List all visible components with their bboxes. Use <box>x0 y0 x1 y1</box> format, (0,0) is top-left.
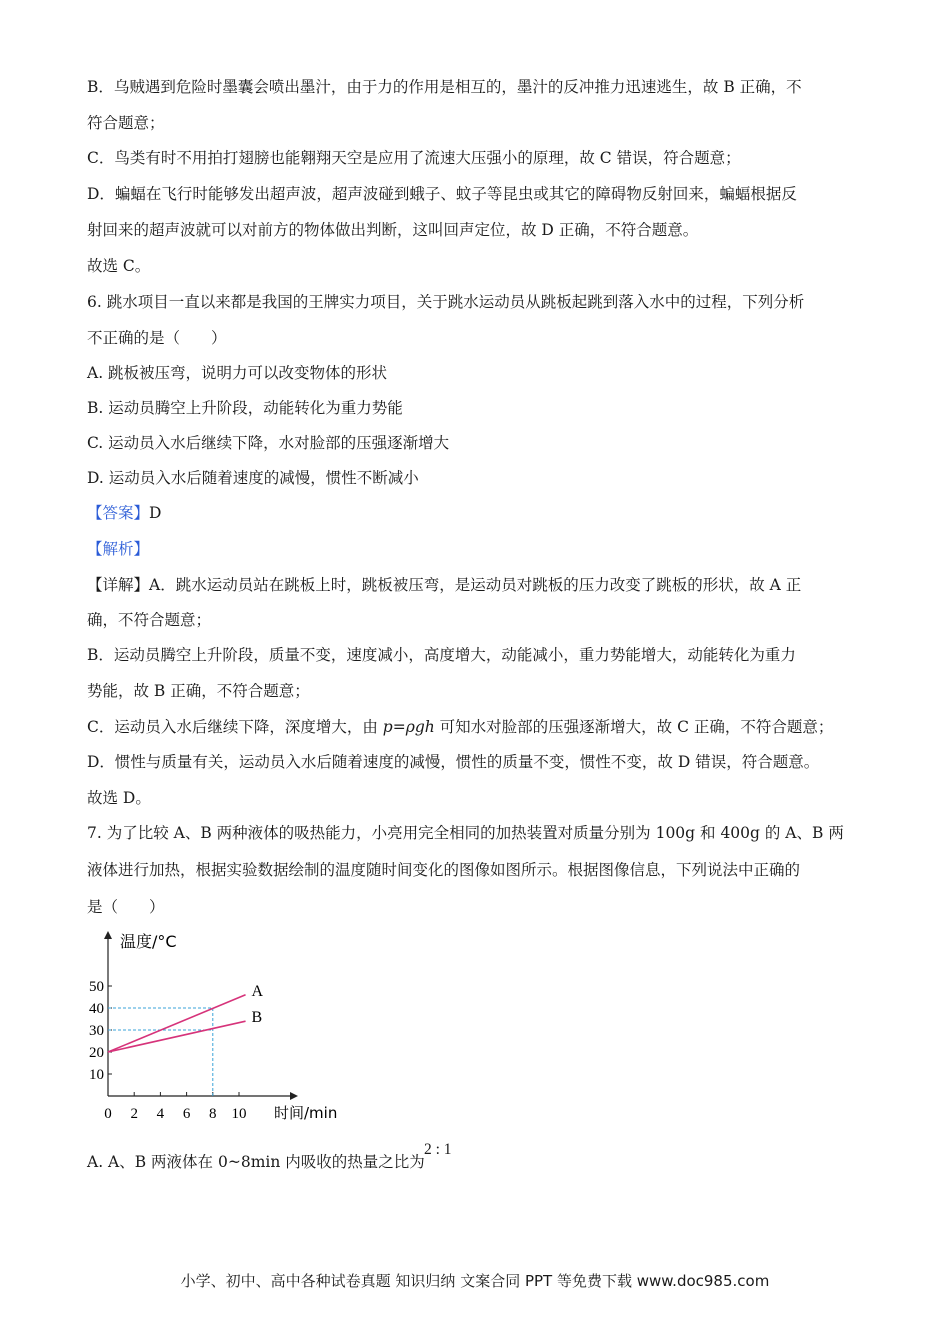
question-6-option-d: D. 运动员入水后随着速度的减慢，惯性不断减小 <box>87 469 419 487</box>
y-tick-label: 50 <box>89 979 104 995</box>
explain-line-6: D．惯性与质量有关，运动员入水后随着速度的减慢，惯性的质量不变，惯性不变，故 D 错误，符合题意。 <box>87 753 820 771</box>
series-label-A: A <box>251 982 264 1000</box>
question-6-stem-1: 6. 跳水项目一直以来都是我国的王牌实力项目，关于跳水运动员从跳板起跳到落入水中的过程，下列分析 <box>87 293 805 311</box>
question-6-option-b: B. 运动员腾空上升阶段，动能转化为重力势能 <box>87 399 403 417</box>
line-choose6: 故选 D。 <box>87 789 151 807</box>
ratio-value: 2 : 1 <box>424 1141 452 1158</box>
question-7-stem-3: 是（ ） <box>87 898 165 916</box>
answer-line <box>87 503 161 523</box>
question-7-stem-2: 液体进行加热，根据实验数据绘制的温度随时间变化的图像如图所示。根据图像信息，下列说法中正确的 <box>87 861 801 879</box>
explain-1-text: A．跳水运动员站在跳板上时，跳板被压弯，是运动员对跳板的压力改变了跳板的形状，故 A 正 <box>149 576 802 594</box>
line-c: C．鸟类有时不用拍打翅膀也能翱翔天空是应用了流速大压强小的原理，故 C 错误，符合题意； <box>87 149 741 167</box>
formula: p=ρgh <box>382 718 435 736</box>
detail-tag: 【详解】 <box>87 576 150 594</box>
explain-5-b: 可知水对脸部的压强逐渐增大，故 C 正确，不符合题意； <box>434 718 834 736</box>
x-tick-label: 0 <box>104 1106 112 1122</box>
explain-line-5 <box>87 717 833 737</box>
x-axis-arrow <box>290 1092 298 1100</box>
x-axis-label: 时间/min <box>274 1104 338 1122</box>
x-tick-label: 2 <box>130 1106 138 1122</box>
explain-line-1 <box>87 575 801 595</box>
y-tick-label: 10 <box>89 1067 104 1083</box>
answer-value: D <box>149 504 162 522</box>
answer-tag: 【答案】 <box>87 504 150 522</box>
series-line-B <box>108 1021 246 1052</box>
question-6-option-a: A. 跳板被压弯，说明力可以改变物体的形状 <box>87 364 388 382</box>
question-6-stem-2: 不正确的是（ ） <box>87 329 227 347</box>
line-d2: 射回来的超声波就可以对前方的物体做出判断，这叫回声定位，故 D 正确，不符合题意。 <box>87 221 699 239</box>
x-tick-label: 4 <box>156 1106 165 1122</box>
y-axis-label: 温度/°C <box>120 932 177 951</box>
series-label-B: B <box>251 1009 263 1027</box>
question-7-stem-1: 7. 为了比较 A、B 两种液体的吸热能力，小亮用完全相同的加热装置对质量分别为 100g 和 400g 的 A、B 两 <box>87 824 844 842</box>
x-tick-label: 8 <box>209 1106 217 1122</box>
question-6-option-c: C. 运动员入水后继续下降，水对脸部的压强逐渐增大 <box>87 434 450 452</box>
y-tick-label: 30 <box>89 1023 104 1039</box>
question-7-option-a: A. A、B 两液体在 0~8min 内吸收的热量之比为 <box>87 1153 425 1171</box>
explain-line-4: 势能，故 B 正确，不符合题意； <box>87 682 310 700</box>
x-tick-label: 10 <box>231 1106 247 1122</box>
analysis-tag: 【解析】 <box>87 540 150 558</box>
temperature-time-chart <box>78 925 378 1130</box>
line-b2: 符合题意； <box>87 114 165 132</box>
explain-line-3: B．运动员腾空上升阶段，质量不变，速度减小，高度增大，动能减小，重力势能增大，动能转化为重力 <box>87 646 796 664</box>
explain-line-2: 确，不符合题意； <box>87 611 212 629</box>
line-choose5: 故选 C。 <box>87 257 151 275</box>
series-line-A <box>108 995 246 1052</box>
x-tick-label: 6 <box>182 1106 191 1122</box>
y-tick-label: 20 <box>89 1045 104 1061</box>
y-axis-arrow <box>104 931 112 939</box>
line-b1: B．乌贼遇到危险时墨囊会喷出墨汁，由于力的作用是相互的，墨汁的反冲推力迅速逃生，故 B 正确，不 <box>87 78 802 96</box>
explain-5-a: C．运动员入水后继续下降，深度增大，由 <box>87 718 383 736</box>
footer: 小学、初中、高中各种试卷真题 知识归纳 文案合同 PPT 等免费下载 www.doc985.com <box>180 1272 770 1290</box>
y-tick-label: 40 <box>89 1001 104 1017</box>
line-d1: D．蝙蝠在飞行时能够发出超声波，超声波碰到蛾子、蚊子等昆虫或其它的障碍物反射回来，蝙蝠根据反 <box>87 185 797 203</box>
